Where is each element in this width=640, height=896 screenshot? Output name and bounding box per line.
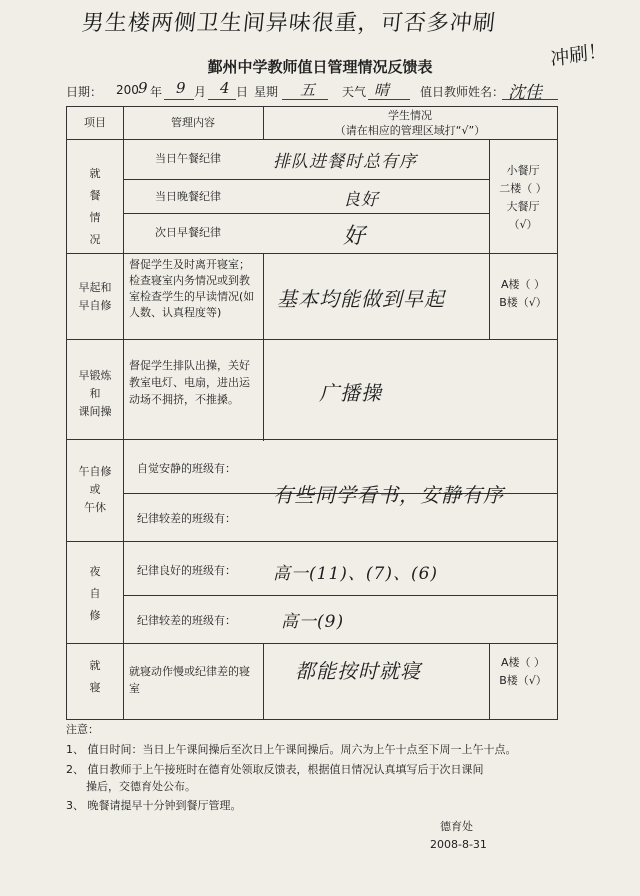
note-2-line-2: 操后，交德育处公布。 [86, 780, 196, 793]
breakfast-value: 好 [343, 224, 367, 249]
handwritten-top-note: 男生楼两侧卫生间异味很重，可否多冲刷 [80, 11, 498, 36]
weekday-label: 星期 [254, 85, 279, 99]
exercise-content: 督促学生排队出操，关好教室电灯、电扇，进出运动场不拥挤，不推搡。 [129, 359, 250, 406]
year-label: 年 [150, 85, 163, 99]
year-digit: 9 [138, 79, 148, 97]
month-value: 9 [176, 79, 186, 97]
bedtime-bldg-b: B楼（√） [499, 674, 547, 687]
weather-label: 天气 [342, 85, 367, 99]
exercise-label: 早锻炼 和 课间操 [78, 369, 112, 418]
bedtime-content: 就寝动作慢或纪律差的寝室 [129, 665, 250, 695]
department-name: 德育处 [440, 820, 473, 833]
month-label: 月 [194, 85, 207, 99]
lunch-value: 排队进餐时总有序 [273, 152, 417, 172]
evening-good-label: 纪律良好的班级有： [137, 564, 236, 577]
lunch-label: 当日午餐纪律 [155, 152, 221, 165]
hall-big: 大餐厅 [506, 200, 540, 213]
note-1: 1、 值日时间：当日上午课间操后至次日上午课间操后。周六为上午十点至下周一上午十点。 [66, 743, 517, 756]
noon-poor-label: 纪律较差的班级有： [137, 512, 236, 525]
notes-heading: 注意： [66, 723, 99, 736]
breakfast-label: 次日早餐纪律 [155, 226, 221, 239]
day-value: 4 [220, 79, 230, 97]
teacher-name: 沈佳 [508, 83, 542, 103]
morning-label: 早起和 早自修 [78, 281, 112, 312]
teacher-label: 值日教师姓名： [420, 85, 505, 99]
bedtime-bldg-a: A楼（ ） [500, 656, 546, 669]
header-student: 学生情况 [388, 109, 432, 122]
hall-big-mark: （√） [508, 218, 538, 231]
morning-value: 基本均能做到早起 [277, 287, 445, 311]
noon-quiet-label: 自觉安静的班级有： [137, 462, 236, 475]
morning-content: 督促学生及时离开寝室；检查寝室内务情况或到教室检查学生的早读情况(如人数、认真程度等) [129, 258, 255, 319]
handwritten-top-note-continuation: 冲刷！ [549, 39, 608, 71]
morning-bldg-b: B楼（√） [499, 296, 547, 309]
noon-label: 午自修 或 午休 [78, 465, 112, 514]
feedback-table [66, 106, 558, 720]
evening-label: 夜 自 修 [89, 565, 101, 622]
exercise-value: 广播操 [319, 381, 382, 405]
evening-poor-label: 纪律较差的班级有： [137, 614, 236, 627]
date-label: 日期： [66, 85, 103, 99]
header-content: 管理内容 [171, 116, 215, 129]
year-prefix: 200 [116, 83, 139, 97]
header-student-note: （请在相应的管理区域打“√”） [334, 124, 486, 137]
dinner-label: 当日晚餐纪律 [155, 190, 221, 203]
weather-value: 晴 [374, 81, 390, 99]
hall-small: 小餐厅 [506, 164, 540, 177]
noon-quiet-value: 有些同学看书，安静有序 [273, 483, 504, 507]
day-label: 日 [236, 85, 249, 99]
note-2-line-1: 2、 值日教师于上午接班时在德育处领取反馈表，根据值日情况认真填写后于次日课间 [66, 763, 484, 776]
note-3: 3、 晚餐请提早十分钟到餐厅管理。 [66, 799, 242, 812]
document-title: 鄞州中学教师值日管理情况反馈表 [207, 58, 433, 76]
bedtime-value: 都能按时就寝 [295, 659, 421, 683]
evening-poor-value: 高一(9) [281, 612, 345, 632]
weekday-value: 五 [300, 81, 316, 99]
document-date: 2008-8-31 [430, 838, 487, 851]
header-item: 项目 [84, 116, 106, 129]
bedtime-label: 就 寝 [89, 659, 101, 694]
dinner-value: 良好 [343, 190, 379, 210]
morning-bldg-a: A楼（ ） [500, 278, 546, 291]
hall-floor2: 二楼（ ） [499, 182, 547, 195]
dining-label: 就 餐 情 况 [89, 167, 101, 246]
evening-good-value: 高一(11)、(7)、(6) [273, 564, 439, 584]
